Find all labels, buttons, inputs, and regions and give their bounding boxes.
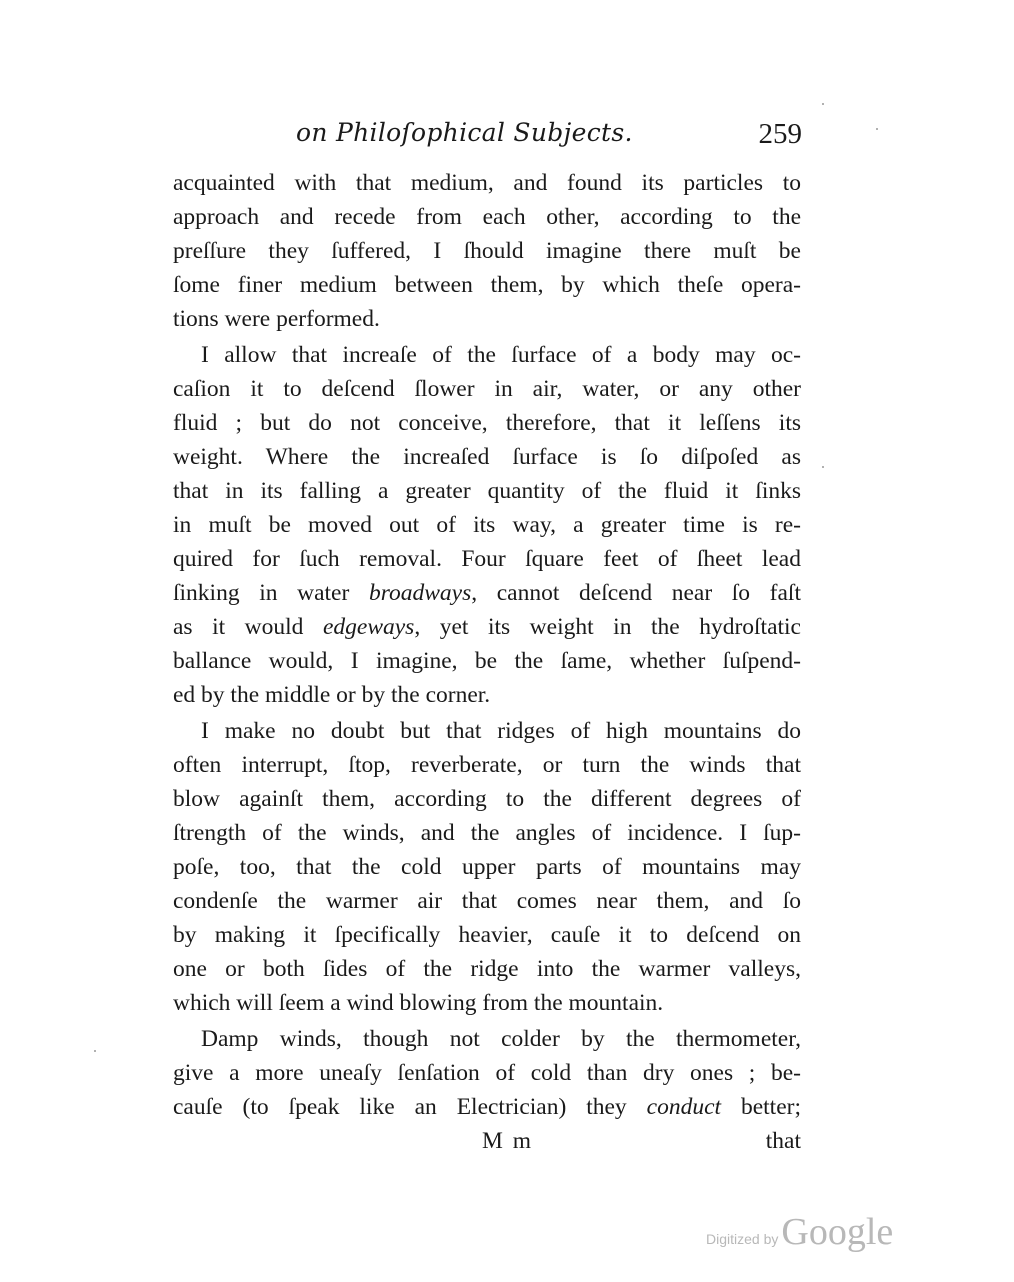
text-line: I allow that increaſe of the ſurface of a body may oc- (201, 342, 801, 368)
text-line: fluid ; but do not conceive, therefore, that it leſſens its (173, 410, 801, 436)
text-line: that in its falling a greater quantity of the fluid it ſinks (173, 478, 801, 504)
text-line: weight. Where the increaſed ſurface is ſo diſpoſed as (173, 444, 801, 470)
text-line: ſinking in water broadways, cannot deſcend near ſo faſt (173, 580, 801, 606)
text-line: ballance would, I imagine, be the ſame, whether ſuſpend- (173, 648, 801, 674)
text-line: which will ſeem a wind blowing from the mountain. (173, 990, 664, 1016)
paragraph (173, 1022, 801, 1124)
text-line: give a more uneaſy ſenſation of cold than dry ones ; be- (173, 1060, 801, 1086)
watermark-prefix: Digitized by (706, 1231, 779, 1247)
text-line: I make no doubt but that ridges of high mountains do (201, 718, 801, 744)
digitized-watermark (706, 1210, 893, 1260)
text-line: poſe, too, that the cold upper parts of mountains may (173, 854, 801, 880)
text-line: in muſt be moved out of its way, a greater time is re- (173, 512, 801, 538)
paragraph (173, 338, 801, 712)
text-line: acquainted with that medium, and found its particles to (173, 170, 801, 196)
text-line: ſome finer medium between them, by which theſe opera- (173, 272, 801, 298)
text-line: preſſure they ſuffered, I ſhould imagine there muſt be (173, 238, 801, 264)
running-head: on Philoſophical Subjects. (296, 118, 633, 147)
text-line: quired for ſuch removal. Four ſquare feet of ſheet lead (173, 546, 801, 572)
text-line: one or both ſides of the ridge into the warmer valleys, (173, 956, 801, 982)
text-line: by making it ſpecifically heavier, cauſe it to deſcend on (173, 922, 801, 948)
text-line: condenſe the warmer air that comes near them, and ſo (173, 888, 801, 914)
text-line: ſtrength of the winds, and the angles of incidence. I ſup- (173, 820, 801, 846)
scan-speck (822, 466, 824, 468)
page-header (296, 118, 802, 162)
text-line: ed by the middle or by the corner. (173, 682, 491, 708)
text-line: as it would edgeways, yet its weight in the hydroſtatic (173, 614, 801, 640)
scan-speck (822, 103, 824, 105)
body-text (173, 166, 801, 1124)
text-line: Damp winds, though not colder by the thermometer, (201, 1026, 801, 1052)
italic-emphasis: conduct (646, 1094, 722, 1120)
text-line: often interrupt, ſtop, reverberate, or turn the winds that (173, 752, 801, 778)
italic-emphasis: edgeways (322, 614, 415, 640)
page-number: 259 (758, 118, 802, 150)
text-line: blow againſt them, according to the different degrees of (173, 786, 801, 812)
italic-emphasis: broadways (368, 580, 472, 606)
text-line: approach and recede from each other, according to the (173, 204, 801, 230)
scan-speck (876, 128, 878, 130)
paragraph (173, 166, 801, 336)
scan-speck (94, 1050, 96, 1052)
signature-mark: M m (482, 1128, 534, 1154)
paragraph (173, 714, 801, 1020)
text-line: caſion it to deſcend ſlower in air, water, or any other (173, 376, 801, 402)
text-line: cauſe (to ſpeak like an Electrician) they conduct better; (173, 1094, 801, 1120)
page-footer (173, 1124, 801, 1158)
catchword: that (765, 1128, 801, 1154)
google-logo: Google (781, 1211, 894, 1253)
text-line: tions were performed. (173, 306, 380, 332)
